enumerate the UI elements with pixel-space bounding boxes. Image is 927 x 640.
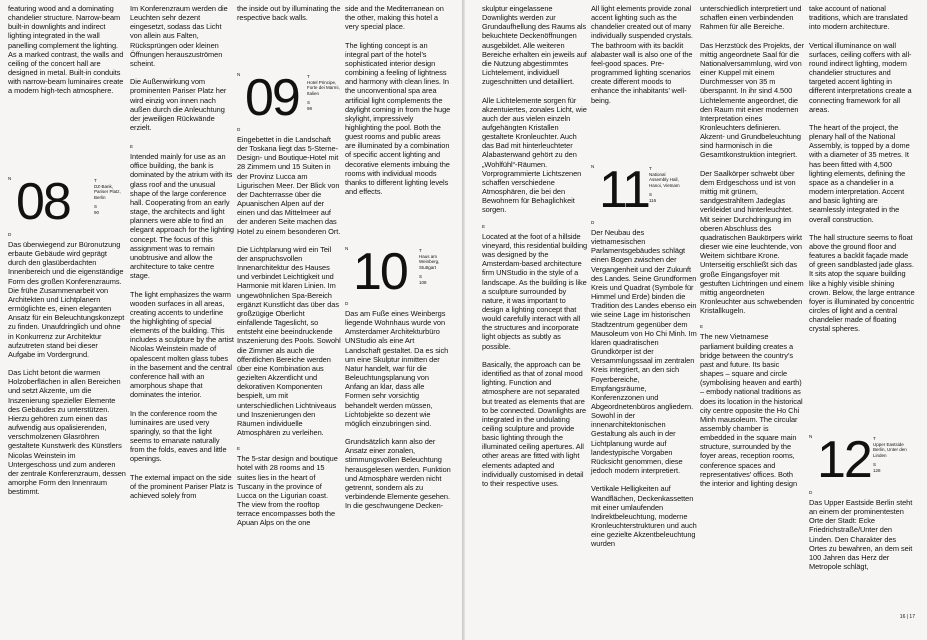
e-marker: E [482,223,486,229]
d-marker: D [8,232,12,237]
project-number: 08 [16,173,70,231]
left-col-1-body [8,232,126,506]
right-col-4-body [809,490,915,580]
paragraph: featuring wood and a dominating chandelier structure. Narrow-beam built-in downlights and indirect lighting integrated in the wall panelling complement the lighting. As a marked contrast, the walls and ceiling of the concert hall are designed in metal. Built-in conduits with narrow-beam luminaires create a modern high-tech atmosphere. [8,4,124,96]
left-col-2 [130,4,234,509]
right-page [465,0,927,640]
project-entry-08 [8,173,126,231]
paragraph: Das Upper Eastside Berlin steht an einem der prominentesten Orte der Stadt: Ecke Friedrichstraße/Unter den Linden. Den Charakter des Ortes zu bewahren, an dem seit 100 Jahren das Herz der Metropole schlägt, [809,498,913,572]
left-page [0,0,462,640]
e-marker: E [130,144,134,150]
project-location: DZ-Bank, Pariser Platz, Berlin [94,183,121,200]
project-meta [419,248,453,286]
t-marker: T [649,166,652,171]
paragraph: Intended mainly for use as an office building, the bank is dominated by the atrium with its glass roof and the unusual shape of the large conference hall. Cooperating from an early stage, the architects and light planners were able to find an elegant approach for the lighting concept. The focus of this assignment was to remain unobtrusive and allow the architecture to take centre stage. [130,152,234,281]
paragraph: The external impact on the side of the prominent Pariser Platz is achieved solely from [130,472,234,500]
n-marker: N [809,434,813,439]
project-page: 108 [419,279,427,285]
e-marker: E [237,446,241,452]
right-col-3 [700,4,804,497]
project-location: Haus am Weinberg, Stuttgart [419,253,440,270]
left-col-3 [237,4,341,31]
project-page: 116 [649,197,657,203]
paragraph: Basically, the approach can be identified as that of zonal mood lighting. Function and atmosphere are not separated but treated as elements that are to be connected. Downlights are integrated in the undulating ceiling sculpture and provide basic lighting through the illuminated ceiling apertures. All other areas are fitted with light elements adapted and individually customised in detail to their respective uses. [482,359,587,488]
left-col-1 [8,4,126,105]
project-number: 11 [599,161,649,219]
left-col-4 [345,4,451,205]
project-number: 10 [353,243,407,301]
paragraph: Vertikale Helligkeiten auf Wandflächen, Deckenkassetten mit einer umlaufenden Indirektbeleuchtung, moderne Kronleuchterstrukturen und auch eine gezielte Akzentbeleuchtung wurden [591,484,697,549]
project-meta [94,178,128,216]
right-col-2 [591,4,697,114]
left-col-3-body [237,127,341,537]
project-entry-10 [345,243,451,301]
s-marker: S [307,100,311,106]
project-entry-12 [809,431,915,489]
paragraph: The 5-star design and boutique hotel with 28 rooms and 15 suites lies in the heart of Tuscany in the province of Lucca on the Ligurian coast. The view from the rooftop terrace encompasses both the Apuan Alps on the one [237,454,338,528]
page-folio: 16 | 17 [899,614,915,620]
paragraph: Die Lichtplanung wird ein Teil der anspruchsvollen Innenarchitektur des Hauses und verbindet Leichtigkeit und Harmonie mit klaren Linien. Im ungewöhnlichen Spa-Bereich ergänzt Kunstlicht das über das großzügige Oberlicht einfallende Tageslicht, so entsteht eine beeindruckende Inszenierung des Pools. Sowohl die Zimmer als auch die öffentlichen Bereiche werden über eine Kombination aus gezielten Akzentlicht und dekorativen Komponenten bespielt, um mit unterschiedlichen Lichtniveaus und Inszenierungen den Räumen individuelle Atmosphären zu verleihen. [237,244,341,437]
s-marker: S [419,274,423,280]
right-col-4 [809,4,915,343]
project-meta [873,436,907,474]
d-marker: D [809,490,813,495]
paragraph: Alle Lichtelemente sorgen für akzentuiertes, zonales Licht, wie auch der aus vielen einzeln aufgehängten Kristallen gestaltete Kronleuchter. Auch das Bad mit hinterleuchteter Alabasterwand gehört zu den „Wohlfühl“-Räumen. Vorprogrammierte Lichtszenen schaffen verschiedene Atmosphären, die bei den Bewohnern für Behaglichkeit sorgen. [482,95,587,215]
paragraph: unterschiedlich interpretiert und schaffen einen verbindenden Rahmen für alle Bereiche. [700,4,802,32]
project-page: 90 [94,209,100,215]
t-marker: T [307,74,310,79]
s-marker: S [873,462,877,468]
paragraph: The lighting concept is an integral part of the hotel’s sophisticated interior design combining a feeling of lightness and harmony with clean lines. In the unconventional spa area artificial light complements the daylight coming in from the huge skylight, impressively highlighting the pool. Both the guest rooms and public areas are illuminated by a combination of specific accent lighting and decorative elements imbuing the rooms with individual moods thanks to different lighting levels and effects. [345,40,451,197]
n-marker: N [591,164,595,169]
project-location: Hotel Principe, Forte dei Marmi, Italien [307,79,340,96]
paragraph: The new Vietnamese parliament building creates a bridge between the country’s past and future. Its basic shapes – square and circle (symbolising heaven and earth) – embody national traditions as does its location in the historical city centre opposite the Ho Chi Minh mausoleum. The circular assembly chamber is embedded in the square main structure, surrounded by the foyer areas, reception rooms, conference spaces and representatives’ offices. Both the interior and lighting design [700,332,803,488]
project-number: 09 [245,69,299,127]
project-page: 128 [873,467,881,473]
paragraph: Der Neubau des vietnamesischen Parlamentsgebäudes schlägt einen Bogen zwischen der Vergangenheit und der Zukunft des Landes. Seine Grundformen Kreis und Quadrat (Symbole für Himmel und Erde) binden die Tradition des Landes ebenso ein wie seine Lage im historischen Stadtzentrum gegenüber dem Mausoleum von Ho Chi Minh. Im klaren quadratischen Grundkörper ist der Versammlungssaal im zentralen Kreis integriert, an den sich Foyerbereiche, Empfangsräume, Konferenzzonen und Abgeordnetenbüros angliedern. Sowohl in der innenarchitektonischen Gestaltung als auch in der Lichtplanung wurde auf landestypische Vorgaben Rücksicht genommen, diese jedoch modern interpretiert. [591,228,697,476]
paragraph: take account of national traditions, which are translated into modern architecture. [809,4,908,32]
paragraph: Die Außenwirkung vom prominenten Pariser Platz her wird einzig von innen nach außen durch die Anleuchtung der jeweiligen Rückwände erzielt. [130,77,227,133]
d-marker: D [345,301,349,306]
paragraph: All light elements provide zonal accent lighting such as the chandelier created out of many individually suspended crystals. The bathroom with its backlit alabaster wall is also one of the feel-good spaces. Pre-programmed lighting scenarios create different moods to enhance the inhabitants’ well-being. [591,4,693,105]
s-marker: S [649,192,653,198]
paragraph: Der Saalkörper schwebt über dem Erdgeschoss und ist von mittig mit grünem, sandgestrahltem Jadeglas verkleidet und hinterleuchtet. Mit seiner Durchdringung im oberen Abschluss des quadratischen Baukörpers wirkt dieser wie eine leuchtende, von Weitem sichtbare Krone. Unterseitig erschließt sich das große Eingangsfoyer mit gestuften Lichtringen und einem mittig angeordneten Kronleuchter aus schwebenden Kristallkugeln. [700,168,804,316]
project-page: 98 [307,105,313,111]
t-marker: T [94,178,97,183]
paragraph: The light emphasizes the warm wooden surfaces in all areas, creating accents to underline the highlighting of special elements of the building. This includes a sculpture by the artist Nicolas Weinstein made of opalescent molten glass tubes in the basement and the central conference hall with an amorphous shape that dominates the interior. [130,289,234,400]
d-marker: D [591,220,595,225]
paragraph: the inside out by illuminating the respective back walls. [237,4,341,23]
paragraph: Eingebettet in die Landschaft der Toskana liegt das 5-Sterne-Design- und Boutique-Hotel mit 28 Zimmern und 15 Suiten in der Provinz Lucca am Ligurischen Meer. Der Blick von der Dachterrasse über die Apuanischen Alpen auf der einen und das Mittelmeer auf der anderen Seite machen das Hotel zu einem besonderen Ort. [237,135,341,236]
project-entry-11 [591,161,697,219]
paragraph: The heart of the project, the plenary hall of the National Assembly, is topped by a dome with a diameter of 35 metres. It has been fitted with 4,500 lighting elements, defining the space as a chandelier in a modern interpretation. Accent and basic lighting are seamlessly integrated in the overall construction. [809,123,910,224]
e-marker: E [700,324,704,330]
paragraph: Grundsätzlich kann also der Ansatz einer zonalen, stimmungsvollen Beleuchtung herausgelesen werden. Funktion und Atmosphäre werden nicht getrennt, sondern als zu verbindende Elemente gesehen. In die geschwungene Decken- [345,437,451,511]
project-number: 12 [817,431,871,489]
project-location: National Assembly Hall, Hanoi, Vietnam [649,171,680,188]
left-col-4-body [345,301,451,520]
project-location: Upper Eastside Berlin, Unter den Linden [873,441,907,458]
project-entry-09 [237,69,341,127]
n-marker: N [8,176,12,181]
n-marker: N [237,72,241,77]
paragraph: Das überwiegend zur Büronutzung erbaute Gebäude wird geprägt durch den glasüberdachten Innenbereich und die eigenständige Form des großen Konferenzraums. Die frühe Zusammenarbeit von Architekten und Lichtplanern ermöglichte es, einen eleganten Ansatz für ein Beleuchtungskonzept zu finden. Unaufdringlich und ohne in Konkurrenz zur Architektur aufzutreten stand bei dieser Aufgabe im Vordergrund. [8,240,125,359]
right-col-1 [482,4,588,497]
paragraph: In the conference room the luminaires are used very sparingly, so that the light seems to emanate naturally from the folds, eaves and little openings. [130,408,227,464]
paragraph: Das Herzstück des Projekts, der mittig angeordnete Saal für die Nationalversammlung, wird von einer Kuppel mit einem Durchmesser von 35 m überspannt. In ihr sind 4.500 Lichtelemente angeordnet, die den Raum mit einer modernen Interpretation eines Kronleuchters definieren. Akzent- und Grundbeleuchtung sind harmonisch in die Gesamtkonstruktion integriert. [700,40,805,160]
n-marker: N [345,246,349,251]
paragraph: Das Licht betont die warmen Holzoberflächen in allen Bereichen und setzt Akzente, um die Inszenierung spezieller Elemente des Gebäudes zu unterstützen. Hierzu gehören zum einen das aufwendig aus opalisierenden, verschmolzenen Glasröhren gestaltete Kunstwerk des Künstlers Nicolas Weinstein im Untergeschoss und zum anderen der zentrale Konferenzraum, dessen amorphe Form den Innenraum bestimmt. [8,368,126,497]
right-col-2-body [591,220,697,558]
s-marker: S [94,204,98,210]
paragraph: side and the Mediterranean on the other, making this hotel a very special place. [345,4,444,32]
paragraph: skulptur eingelassene Downlights werden zur Grundaufhellung des Raums als bekuchtete Deckenöffnungen ausgebildet. Alle weiteren Bereiche erhalten ein jeweils auf die Nutzung abgestimmtes Lichtelement, individuell zugeschnitten und detailliert. [482,4,587,87]
project-meta [307,74,341,112]
paragraph: The hall structure seems to float above the ground floor and features a backlit façade made of green sandblasted jade glass. It sits atop the square building like a highly visible shining crown. Below, the large entrance foyer is illuminated by concentric circles of light and a central chandelier made of floating crystal spheres. [809,232,915,334]
paragraph: Vertical illuminance on wall surfaces, ceiling coffers with all-round indirect lighting, modern chandelier structures and targeted accent lighting in different interpretations create a connecting framework for all areas. [809,40,912,114]
paragraph: Im Konferenzraum werden die Leuchten sehr dezent eingesetzt, sodass das Licht von allein aus Falten, Rücksprüngen oder kleinen Öffnungen herauszuströmen scheint. [130,4,228,68]
paragraph: Das am Fuße eines Weinbergs liegende Wohnhaus wurde von Amsterdamer Architekturbüro UNStudio als eine Art Landschaft gestaltet. Da es sich um eine Skulptur inmitten der Natur handelt, war für die Beleuchtungsplanung von Anfang an klar, dass alle Formen sehr vorsichtig behandelt werden müssen, Lichtobjekte so dezent wie möglich einzubringen sind. [345,309,449,428]
t-marker: T [419,248,422,253]
t-marker: T [873,436,876,441]
d-marker: D [237,127,241,132]
paragraph: Located at the foot of a hillside vineyard, this residential building was designed by the Amsterdam-based architecture firm UNStudio in the style of a landscape. As the building is like a sculpture surrounded by nature, it was important to design a lighting concept that would carefully interact with all the structures and incorporate light objects as subtly as possible. [482,231,588,351]
project-meta [649,166,683,204]
